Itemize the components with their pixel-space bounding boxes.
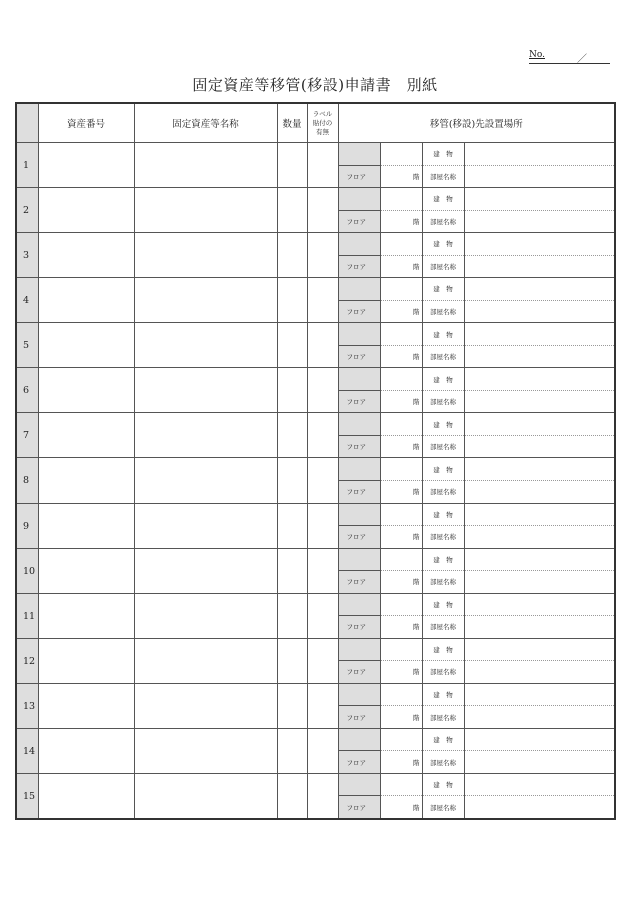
building-input[interactable] [464, 458, 615, 481]
building-code-cell[interactable] [380, 683, 422, 706]
asset-name-cell[interactable] [134, 548, 277, 593]
quantity-cell[interactable] [277, 728, 307, 773]
room-input[interactable] [464, 255, 615, 278]
floor-unit-label: 階 [380, 571, 422, 594]
table-row [16, 503, 615, 526]
building-input[interactable] [464, 143, 615, 166]
room-input[interactable] [464, 751, 615, 774]
floor-unit-label: 階 [380, 616, 422, 639]
building-label: 建 物 [422, 233, 464, 256]
building-input[interactable] [464, 773, 615, 796]
quantity-cell[interactable] [277, 323, 307, 368]
room-input[interactable] [464, 345, 615, 368]
row-number: 14 [16, 728, 38, 773]
row-number: 7 [16, 413, 38, 458]
room-label: 部屋名称 [422, 616, 464, 639]
asset-name-cell[interactable] [134, 143, 277, 188]
floor-label: フロア [338, 345, 380, 368]
building-label: 建 物 [422, 773, 464, 796]
page-title: 固定資産等移管(移設)申請書 別紙 [192, 76, 438, 94]
floor-label: フロア [338, 480, 380, 503]
asset-name-cell[interactable] [134, 188, 277, 233]
label-attached-cell[interactable] [307, 143, 338, 188]
asset-name-header: 固定資産等名称 [134, 103, 277, 143]
location-blank-cell [338, 548, 380, 571]
asset-transfer-table [15, 102, 616, 820]
floor-unit-label: 階 [380, 435, 422, 458]
building-label: 建 物 [422, 278, 464, 301]
building-code-cell[interactable] [380, 278, 422, 301]
room-label: 部屋名称 [422, 571, 464, 594]
room-input[interactable] [464, 390, 615, 413]
floor-label: フロア [338, 616, 380, 639]
floor-unit-label: 階 [380, 390, 422, 413]
building-code-cell[interactable] [380, 368, 422, 391]
label-attached-cell[interactable] [307, 548, 338, 593]
table-row [16, 683, 615, 706]
building-code-cell[interactable] [380, 413, 422, 436]
floor-label: フロア [338, 751, 380, 774]
location-blank-cell [338, 683, 380, 706]
location-blank-cell [338, 458, 380, 481]
building-input[interactable] [464, 683, 615, 706]
location-blank-cell [338, 638, 380, 661]
room-label: 部屋名称 [422, 526, 464, 549]
row-number: 13 [16, 683, 38, 728]
quantity-cell[interactable] [277, 773, 307, 819]
label-attached-cell[interactable] [307, 368, 338, 413]
table-row [16, 233, 615, 256]
building-label: 建 物 [422, 638, 464, 661]
room-input[interactable] [464, 571, 615, 594]
row-number: 12 [16, 638, 38, 683]
asset-number-cell[interactable] [38, 278, 134, 323]
building-code-cell[interactable] [380, 233, 422, 256]
location-blank-cell [338, 143, 380, 166]
location-blank-cell [338, 188, 380, 211]
room-label: 部屋名称 [422, 706, 464, 729]
table-row [16, 278, 615, 301]
floor-label: フロア [338, 706, 380, 729]
asset-number-cell[interactable] [38, 188, 134, 233]
building-label: 建 物 [422, 413, 464, 436]
building-input[interactable] [464, 548, 615, 571]
building-code-cell[interactable] [380, 188, 422, 211]
building-label: 建 物 [422, 458, 464, 481]
building-input[interactable] [464, 323, 615, 346]
quantity-cell[interactable] [277, 278, 307, 323]
asset-name-cell[interactable] [134, 413, 277, 458]
table-body [16, 143, 615, 820]
location-blank-cell [338, 503, 380, 526]
floor-unit-label: 階 [380, 751, 422, 774]
room-label: 部屋名称 [422, 435, 464, 458]
floor-label: フロア [338, 526, 380, 549]
label-attached-cell[interactable] [307, 278, 338, 323]
building-label: 建 物 [422, 188, 464, 211]
asset-name-cell[interactable] [134, 503, 277, 548]
room-input[interactable] [464, 435, 615, 458]
asset-number-cell[interactable] [38, 638, 134, 683]
asset-number-cell[interactable] [38, 413, 134, 458]
table-row [16, 458, 615, 481]
building-code-cell[interactable] [380, 638, 422, 661]
table-row [16, 638, 615, 661]
label-attached-cell[interactable] [307, 413, 338, 458]
building-label: 建 物 [422, 548, 464, 571]
room-label: 部屋名称 [422, 210, 464, 233]
asset-number-cell[interactable] [38, 503, 134, 548]
table-row [16, 368, 615, 391]
row-number-header [16, 103, 38, 143]
room-label: 部屋名称 [422, 255, 464, 278]
label-attached-cell[interactable] [307, 188, 338, 233]
row-number: 6 [16, 368, 38, 413]
building-input[interactable] [464, 233, 615, 256]
room-input[interactable] [464, 300, 615, 323]
asset-name-cell[interactable] [134, 683, 277, 728]
label-attached-cell[interactable] [307, 458, 338, 503]
asset-name-cell[interactable] [134, 593, 277, 638]
building-label: 建 物 [422, 728, 464, 751]
quantity-cell[interactable] [277, 638, 307, 683]
asset-name-cell[interactable] [134, 773, 277, 819]
quantity-cell[interactable] [277, 683, 307, 728]
row-number: 10 [16, 548, 38, 593]
table-row [16, 593, 615, 616]
label-attached-cell[interactable] [307, 728, 338, 773]
building-label: 建 物 [422, 323, 464, 346]
row-number: 8 [16, 458, 38, 503]
label-attached-cell[interactable] [307, 773, 338, 819]
building-input[interactable] [464, 413, 615, 436]
building-input[interactable] [464, 503, 615, 526]
floor-label: フロア [338, 165, 380, 188]
room-input[interactable] [464, 526, 615, 549]
quantity-cell[interactable] [277, 548, 307, 593]
label-attached-cell[interactable] [307, 323, 338, 368]
asset-number-cell[interactable] [38, 593, 134, 638]
floor-unit-label: 階 [380, 706, 422, 729]
floor-unit-label: 階 [380, 526, 422, 549]
document-number-slash: ／ [577, 54, 587, 65]
building-input[interactable] [464, 638, 615, 661]
room-label: 部屋名称 [422, 796, 464, 819]
table-row [16, 188, 615, 211]
room-label: 部屋名称 [422, 751, 464, 774]
building-input[interactable] [464, 188, 615, 211]
asset-name-cell[interactable] [134, 278, 277, 323]
building-label: 建 物 [422, 503, 464, 526]
floor-unit-label: 階 [380, 796, 422, 819]
label-attached-cell[interactable] [307, 593, 338, 638]
asset-name-cell[interactable] [134, 458, 277, 503]
location-blank-cell [338, 278, 380, 301]
building-code-cell[interactable] [380, 458, 422, 481]
asset-name-cell[interactable] [134, 368, 277, 413]
label-header-line-2: 貼付の [312, 118, 333, 127]
asset-number-cell[interactable] [38, 683, 134, 728]
row-number: 2 [16, 188, 38, 233]
room-input[interactable] [464, 706, 615, 729]
location-blank-cell [338, 413, 380, 436]
row-number: 3 [16, 233, 38, 278]
room-input[interactable] [464, 210, 615, 233]
quantity-cell[interactable] [277, 233, 307, 278]
table-row [16, 143, 615, 166]
quantity-cell[interactable] [277, 458, 307, 503]
floor-label: フロア [338, 210, 380, 233]
asset-name-cell[interactable] [134, 728, 277, 773]
label-attached-header [307, 103, 338, 143]
asset-number-cell[interactable] [38, 368, 134, 413]
quantity-header: 数量 [277, 103, 307, 143]
row-number: 11 [16, 593, 38, 638]
floor-unit-label: 階 [380, 480, 422, 503]
room-label: 部屋名称 [422, 480, 464, 503]
building-code-cell[interactable] [380, 593, 422, 616]
floor-label: フロア [338, 661, 380, 684]
floor-label: フロア [338, 435, 380, 458]
label-attached-cell[interactable] [307, 683, 338, 728]
quantity-cell[interactable] [277, 143, 307, 188]
floor-label: フロア [338, 571, 380, 594]
room-label: 部屋名称 [422, 390, 464, 413]
building-label: 建 物 [422, 368, 464, 391]
building-input[interactable] [464, 728, 615, 751]
table-row [16, 413, 615, 436]
label-header-line-1: ラベル [312, 109, 333, 118]
floor-label: フロア [338, 796, 380, 819]
floor-unit-label: 階 [380, 255, 422, 278]
building-input[interactable] [464, 278, 615, 301]
asset-number-cell[interactable] [38, 773, 134, 819]
label-header-line-3: 有無 [316, 127, 329, 136]
quantity-cell[interactable] [277, 593, 307, 638]
room-input[interactable] [464, 661, 615, 684]
label-attached-cell[interactable] [307, 638, 338, 683]
room-input[interactable] [464, 480, 615, 503]
building-code-cell[interactable] [380, 143, 422, 166]
label-attached-cell[interactable] [307, 503, 338, 548]
document-number-label: No. [529, 50, 545, 60]
row-number: 5 [16, 323, 38, 368]
asset-number-cell[interactable] [38, 233, 134, 278]
row-number: 9 [16, 503, 38, 548]
building-code-cell[interactable] [380, 503, 422, 526]
location-blank-cell [338, 728, 380, 751]
floor-unit-label: 階 [380, 210, 422, 233]
table-row [16, 773, 615, 796]
location-blank-cell [338, 368, 380, 391]
room-label: 部屋名称 [422, 345, 464, 368]
building-input[interactable] [464, 368, 615, 391]
room-input[interactable] [464, 165, 615, 188]
floor-unit-label: 階 [380, 300, 422, 323]
quantity-cell[interactable] [277, 413, 307, 458]
floor-unit-label: 階 [380, 661, 422, 684]
building-code-cell[interactable] [380, 323, 422, 346]
row-number: 4 [16, 278, 38, 323]
floor-label: フロア [338, 390, 380, 413]
quantity-cell[interactable] [277, 503, 307, 548]
room-label: 部屋名称 [422, 165, 464, 188]
asset-number-cell[interactable] [38, 548, 134, 593]
location-blank-cell [338, 233, 380, 256]
room-input[interactable] [464, 616, 615, 639]
location-blank-cell [338, 323, 380, 346]
label-attached-cell[interactable] [307, 233, 338, 278]
floor-label: フロア [338, 255, 380, 278]
building-code-cell[interactable] [380, 728, 422, 751]
location-blank-cell [338, 773, 380, 796]
asset-number-header: 資産番号 [38, 103, 134, 143]
asset-number-cell[interactable] [38, 323, 134, 368]
building-label: 建 物 [422, 593, 464, 616]
table-row [16, 548, 615, 571]
building-code-cell[interactable] [380, 548, 422, 571]
room-label: 部屋名称 [422, 300, 464, 323]
location-blank-cell [338, 593, 380, 616]
quantity-cell[interactable] [277, 368, 307, 413]
building-label: 建 物 [422, 683, 464, 706]
row-number: 1 [16, 143, 38, 188]
row-number: 15 [16, 773, 38, 819]
table-row [16, 728, 615, 751]
floor-unit-label: 階 [380, 345, 422, 368]
room-label: 部屋名称 [422, 661, 464, 684]
building-code-cell[interactable] [380, 773, 422, 796]
floor-label: フロア [338, 300, 380, 323]
asset-number-cell[interactable] [38, 143, 134, 188]
room-input[interactable] [464, 796, 615, 819]
asset-number-cell[interactable] [38, 728, 134, 773]
asset-name-cell[interactable] [134, 638, 277, 683]
asset-number-cell[interactable] [38, 458, 134, 503]
building-input[interactable] [464, 593, 615, 616]
building-label: 建 物 [422, 143, 464, 166]
floor-unit-label: 階 [380, 165, 422, 188]
asset-name-cell[interactable] [134, 233, 277, 278]
document-number-field [529, 50, 610, 64]
asset-name-cell[interactable] [134, 323, 277, 368]
table-row [16, 323, 615, 346]
location-header: 移管(移設)先設置場所 [338, 103, 615, 143]
quantity-cell[interactable] [277, 188, 307, 233]
